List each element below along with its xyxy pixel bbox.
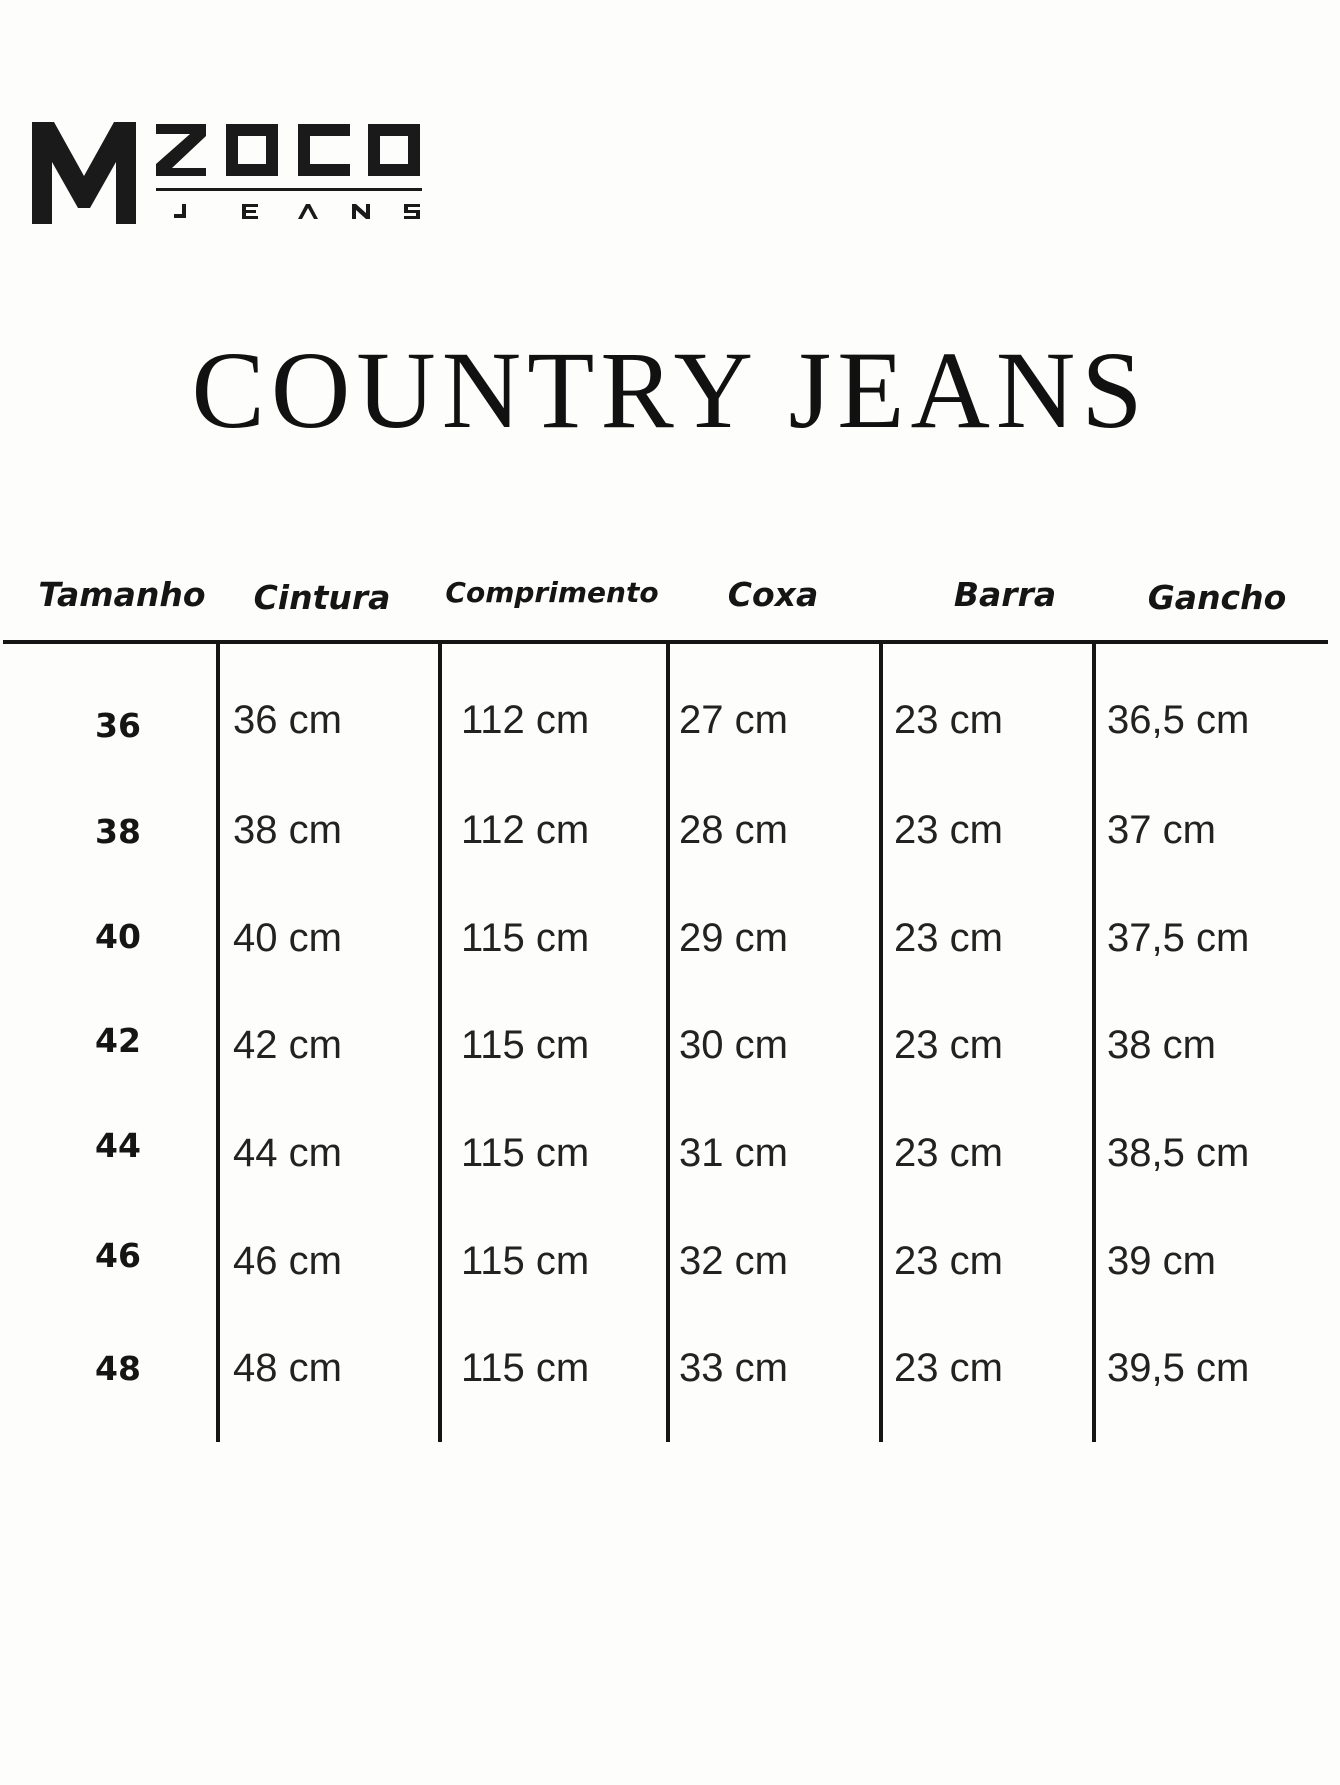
page-title: COUNTRY JEANS — [191, 329, 1149, 451]
cintura-value: 46 cm — [233, 1239, 342, 1283]
cintura-value: 48 cm — [233, 1346, 342, 1390]
coxa-value: 30 cm — [679, 1023, 788, 1067]
barra-value: 23 cm — [894, 1131, 1003, 1175]
header-tamanho: Tamanho — [38, 575, 206, 614]
comprimento-value: 115 cm — [461, 1239, 590, 1283]
header-barra: Barra — [953, 575, 1057, 614]
coxa-value: 29 cm — [679, 916, 788, 960]
header-coxa: Coxa — [727, 575, 819, 614]
size-value: 38 — [95, 812, 141, 851]
size-value: 40 — [95, 917, 141, 956]
size-value: 36 — [95, 706, 141, 745]
gancho-value: 38 cm — [1107, 1023, 1216, 1067]
size-value: 44 — [95, 1126, 141, 1165]
gancho-value: 36,5 cm — [1107, 698, 1250, 742]
coxa-value: 31 cm — [679, 1131, 788, 1175]
cintura-value: 44 cm — [233, 1131, 342, 1175]
size-value: 42 — [95, 1021, 141, 1060]
coxa-value: 32 cm — [679, 1239, 788, 1283]
coxa-value: 28 cm — [679, 808, 788, 852]
comprimento-value: 115 cm — [461, 916, 590, 960]
gancho-value: 37 cm — [1107, 808, 1216, 852]
coxa-value: 27 cm — [679, 698, 788, 742]
gancho-value: 39,5 cm — [1107, 1346, 1250, 1390]
cintura-value: 38 cm — [233, 808, 342, 852]
coxa-value: 33 cm — [679, 1346, 788, 1390]
comprimento-value: 115 cm — [461, 1023, 590, 1067]
cintura-value: 42 cm — [233, 1023, 342, 1067]
gancho-value: 38,5 cm — [1107, 1131, 1250, 1175]
column-divider — [1092, 644, 1096, 1442]
barra-value: 23 cm — [894, 1346, 1003, 1390]
comprimento-value: 112 cm — [461, 698, 590, 742]
barra-value: 23 cm — [894, 808, 1003, 852]
column-divider — [438, 644, 442, 1442]
gancho-value: 37,5 cm — [1107, 916, 1250, 960]
header-cintura: Cintura — [253, 578, 391, 617]
header-comprimento: Comprimento — [445, 576, 659, 609]
size-value: 46 — [95, 1236, 141, 1275]
cintura-value: 40 cm — [233, 916, 342, 960]
size-value: 48 — [95, 1349, 141, 1388]
barra-value: 23 cm — [894, 1239, 1003, 1283]
barra-value: 23 cm — [894, 916, 1003, 960]
barra-value: 23 cm — [894, 1023, 1003, 1067]
comprimento-value: 115 cm — [461, 1346, 590, 1390]
column-divider — [879, 644, 883, 1442]
column-divider — [216, 644, 220, 1442]
cintura-value: 36 cm — [233, 698, 342, 742]
comprimento-value: 115 cm — [461, 1131, 590, 1175]
comprimento-value: 112 cm — [461, 808, 590, 852]
header-gancho: Gancho — [1147, 578, 1287, 617]
barra-value: 23 cm — [894, 698, 1003, 742]
gancho-value: 39 cm — [1107, 1239, 1216, 1283]
column-divider — [666, 644, 670, 1442]
